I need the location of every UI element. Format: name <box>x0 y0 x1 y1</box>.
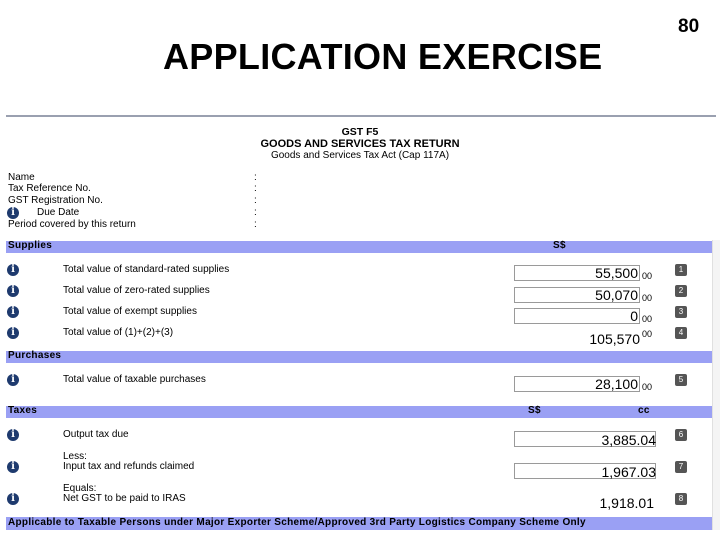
field-name-label: Name <box>8 172 35 183</box>
purchases-band <box>6 351 712 363</box>
field-colon: : <box>254 195 257 206</box>
amount-cents: 00 <box>642 271 653 281</box>
box-number-badge: 8 <box>675 493 687 505</box>
field-colon: : <box>254 207 257 218</box>
field-period-label: Period covered by this return <box>8 219 136 230</box>
info-icon[interactable]: i <box>7 306 19 318</box>
taxes-row-label: Output tax due <box>63 429 129 440</box>
taxes-currency: S$ <box>528 405 541 416</box>
supplies-currency: S$ <box>553 240 566 251</box>
box-number-badge: 5 <box>675 374 687 386</box>
info-icon[interactable]: i <box>7 327 19 339</box>
taxes-row-label: Net GST to be paid to IRAS <box>63 493 186 504</box>
amount-cents: 00 <box>642 382 653 392</box>
supplies-row-label: Total value of (1)+(2)+(3) <box>63 327 174 338</box>
amount-value: 1,967.03 <box>601 464 656 480</box>
total-supplies-value: 105,570 <box>589 331 640 347</box>
box-number-badge: 3 <box>675 306 687 318</box>
info-icon[interactable]: i <box>7 493 19 505</box>
info-icon[interactable]: i <box>7 429 19 441</box>
taxes-band <box>6 406 712 418</box>
taxes-cents-label: cc <box>638 405 650 416</box>
slide-title: APPLICATION EXERCISE <box>163 36 603 77</box>
info-icon[interactable]: i <box>7 461 19 473</box>
box-number-badge: 7 <box>675 461 687 473</box>
field-gst-reg-label: GST Registration No. <box>8 195 103 206</box>
amount-value: 50,070 <box>595 287 638 303</box>
net-gst-value: 1,918.01 <box>599 495 654 511</box>
supplies-heading: Supplies <box>8 240 53 251</box>
info-icon[interactable]: i <box>7 374 19 386</box>
supplies-row-label: Total value of exempt supplies <box>63 306 197 317</box>
supplies-row-label: Total value of standard-rated supplies <box>63 264 230 275</box>
amount-cents: 00 <box>642 293 653 303</box>
amount-cents: 00 <box>642 329 653 339</box>
form-code: GST F5 <box>341 126 379 138</box>
info-icon[interactable]: i <box>7 285 19 297</box>
form-act: Goods and Services Tax Act (Cap 117A) <box>270 150 450 161</box>
taxes-row-label: Input tax and refunds claimed <box>63 461 195 472</box>
info-icon[interactable]: i <box>7 264 19 276</box>
box-number-badge: 4 <box>675 327 687 339</box>
field-tax-ref-label: Tax Reference No. <box>8 183 91 194</box>
box-number-badge: 6 <box>675 429 687 441</box>
supplies-row-label: Total value of zero-rated supplies <box>63 285 210 296</box>
field-due-date-label: Due Date <box>37 207 80 218</box>
box-number-badge: 2 <box>675 285 687 297</box>
amount-value: 0 <box>630 308 638 324</box>
form-right-edge <box>712 240 720 530</box>
scheme-band <box>6 517 712 530</box>
taxes-row-prefix: Equals: <box>63 483 97 494</box>
amount-value: 3,885.04 <box>601 432 656 448</box>
amount-cents: 00 <box>642 314 653 324</box>
field-colon: : <box>254 183 257 194</box>
scheme-band-label: Applicable to Taxable Persons under Major Exporter Scheme/Approved 3rd Party Logistics Company Scheme Only <box>8 517 586 528</box>
page-number: 80 <box>678 16 700 37</box>
taxes-heading: Taxes <box>8 405 38 416</box>
field-colon: : <box>254 219 257 230</box>
supplies-band <box>6 241 712 253</box>
amount-value: 28,100 <box>595 376 638 392</box>
form-name: GOODS AND SERVICES TAX RETURN <box>260 138 460 150</box>
purchases-row-label: Total value of taxable purchases <box>63 374 206 385</box>
field-colon: : <box>254 172 257 183</box>
box-number-badge: 1 <box>675 264 687 276</box>
taxes-row-prefix: Less: <box>63 451 87 462</box>
amount-value: 55,500 <box>595 265 638 281</box>
form-header <box>250 126 470 162</box>
info-icon[interactable]: i <box>7 207 19 219</box>
purchases-heading: Purchases <box>8 350 62 361</box>
